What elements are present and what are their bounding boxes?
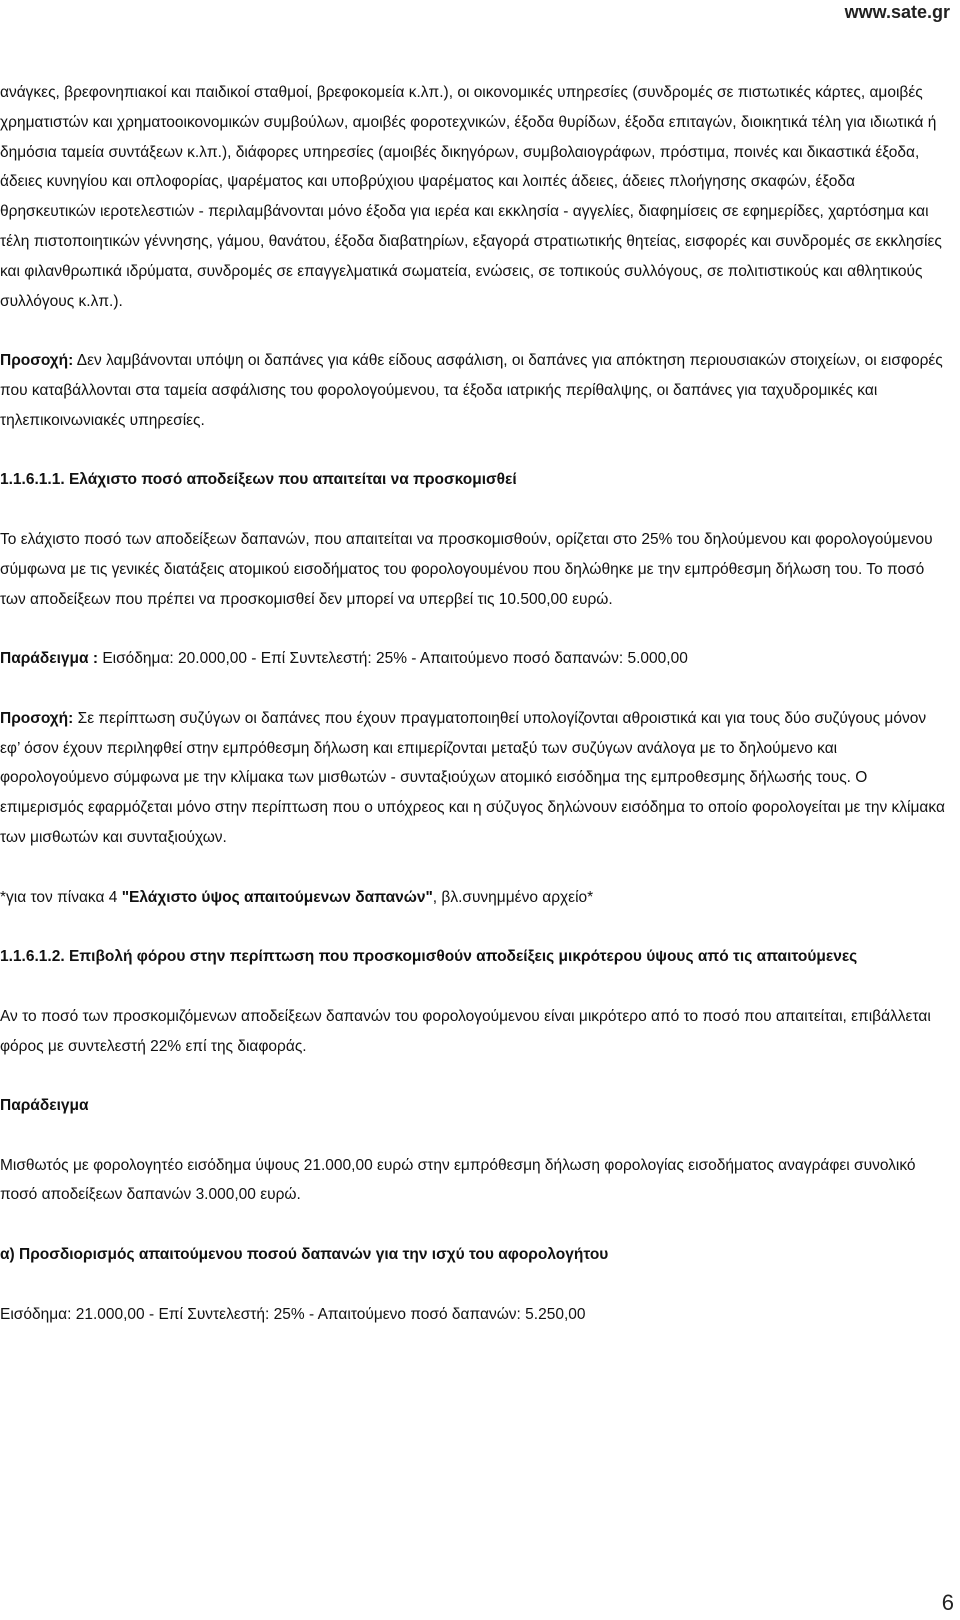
paragraph-table-note — [0, 883, 945, 913]
paragraph-minimum-amount: Το ελάχιστο ποσό των αποδείξεων δαπανών, που απαιτείται να προσκομισθούν, ορίζεται στο 25% του δηλούμενου και φορολογούμενου σύμφωνα με τις γενικές διατάξεις ατομικού εισοδήματος του φορολογουμένου που δηλώθηκε με την εμπρόθεσμη δήλωση του. Το ποσό των αποδείξεων που πρέπει να προσκομισθεί δεν μπορεί να υπερβεί τις 10.500,00 ευρώ. — [0, 530, 933, 608]
attention-label: Προσοχή: — [0, 352, 74, 370]
paragraph-example-2: Μισθωτός με φορολογητέο εισόδημα ύψους 21.000,00 ευρώ στην εμπρόθεσμη δήλωση φορολογίας εισοδήματος αναγράφει συνολικό ποσό αποδείξεων δαπανών 3.000,00 ευρώ. — [0, 1156, 916, 1204]
table-note-post: , βλ.συνημμένο αρχείο* — [432, 888, 594, 906]
paragraph-attention-2 — [0, 704, 945, 853]
section-heading-1: 1.1.6.1.1. Ελάχιστο ποσό αποδείξεων που απαιτείται να προσκομισθεί — [0, 471, 517, 489]
example-heading: Παράδειγμα — [0, 1097, 89, 1115]
attention-text: Δεν λαμβάνονται υπόψη οι δαπάνες για κάθε είδους ασφάλιση, οι δαπάνες για απόκτηση περιουσιακών στοιχείων, οι εισφορές που καταβάλλονται στα ταμεία ασφάλισης του φορολογούμενου, τα έξοδα ιατρικής περίθαλψης, οι δαπάνες για ταχυδρομικές και τηλεπικοινωνιακές υπηρεσίες. — [0, 352, 943, 429]
paragraph-example-1 — [0, 644, 945, 674]
page-number: 6 — [941, 1590, 954, 1615]
attention-text-2: Σε περίπτωση συζύγων οι δαπάνες που έχουν πραγματοποιηθεί υπολογίζονται αθροιστικά και για τους δύο συζύγους μόνον εφ’ όσον έχουν περιληφθεί στην εμπρόθεσμη δήλωση και επιμερίζονται μεταξύ των συζύγων ανάλογα με το δηλούμενο και φορολογούμενο σύμφωνα με την κλίμακα των μισθωτών - συνταξιούχων ατομικό εισόδημα της εμπροθεσμης δήλωσής τους. Ο επιμερισμός εφαρμόζεται μόνο στην περίπτωση που ο υπόχρεος και η σύζυγος δηλώνουν εισόδημα το οποίο φορολογείται με την κλίμακα των μισθωτών και συνταξιούχων. — [0, 709, 945, 846]
paragraph-tax-imposition: Αν το ποσό των προσκομιζόμενων αποδείξεων δαπανών του φορολογούμενου είναι μικρότερο από το ποσό που απαιτείται, επιβάλλεται φόρος με συντελεστή 22% επί της διαφοράς. — [0, 1007, 931, 1055]
paragraph-services: ανάγκες, βρεφονηπιακοί και παιδικοί σταθμοί, βρεφοκομεία κ.λπ.), οι οικονομικές υπηρεσίες (συνδρομές σε πιστωτικές κάρτες, αμοιβές χρηματιστών και χρηματοοικονομικών συμβούλων, αμοιβές φοροτεχνικών, έξοδα θυρίδων, έξοδα επιταγών, διοικητικά τέλη για ιδιωτικά ή δημόσια ταμεία συντάξεων κ.λπ.), διάφορες υπηρεσίες (αμοιβές δικηγόρων, συμβολαιογράφων, πρόστιμα, ποινές και δικαστικά έξοδα, άδειες κυνηγίου και οπλοφορίας, ψαρέματος και υποβρύχιου ψαρέματος και λοιπές άδειες, άδειες πλοήγησης σκαφών, έξοδα θρησκευτικών ιεροτελεστιών - περιλαμβάνονται μόνο έξοδα για ιερέα και εκκλησία - αγγελίες, διαφημίσεις σε εφημερίδες, χαρτόσημα και τέλη πιστοποιητικών γέννησης, γάμου, θανάτου, έξοδα διαβατηρίων, εξαγορά στρατιωτικής θητείας, εισφορές και συνδρομές σε εκκλησίες και φιλανθρωπικά ιδρύματα, συνδρομές σε επαγγελματικά σωματεία, ενώσεις, σε τοπικούς συλλόγους, σε πολιτιστικούς και αθλητικούς συλλόγους κ.λπ.). — [0, 84, 942, 310]
table-note-title: "Ελάχιστο ύψος απαιτούμενων δαπανών" — [121, 888, 433, 906]
paragraph-attention-1 — [0, 346, 945, 435]
example-label: Παράδειγμα : — [0, 650, 99, 668]
document-body — [0, 78, 945, 1359]
subsection-heading-a: α) Προσδιορισμός απαιτούμενου ποσού δαπανών για την ισχύ του αφορολογήτου — [0, 1246, 609, 1264]
site-url: www.sate.gr — [844, 2, 950, 22]
example-text: Εισόδημα: 20.000,00 - Επί Συντελεστή: 25% - Απαιτούμενο ποσό δαπανών: 5.000,00 — [98, 650, 688, 668]
table-note-pre: *για τον πίνακα 4 — [0, 888, 122, 906]
section-heading-2: 1.1.6.1.2. Επιβολή φόρου στην περίπτωση που προσκομισθούν αποδείξεις μικρότερου ύψους από τις απαιτούμενες — [0, 948, 858, 966]
paragraph-calculation: Εισόδημα: 21.000,00 - Επί Συντελεστή: 25% - Απαιτούμενο ποσό δαπανών: 5.250,00 — [0, 1305, 586, 1323]
attention-label-2: Προσοχή: — [0, 709, 74, 727]
